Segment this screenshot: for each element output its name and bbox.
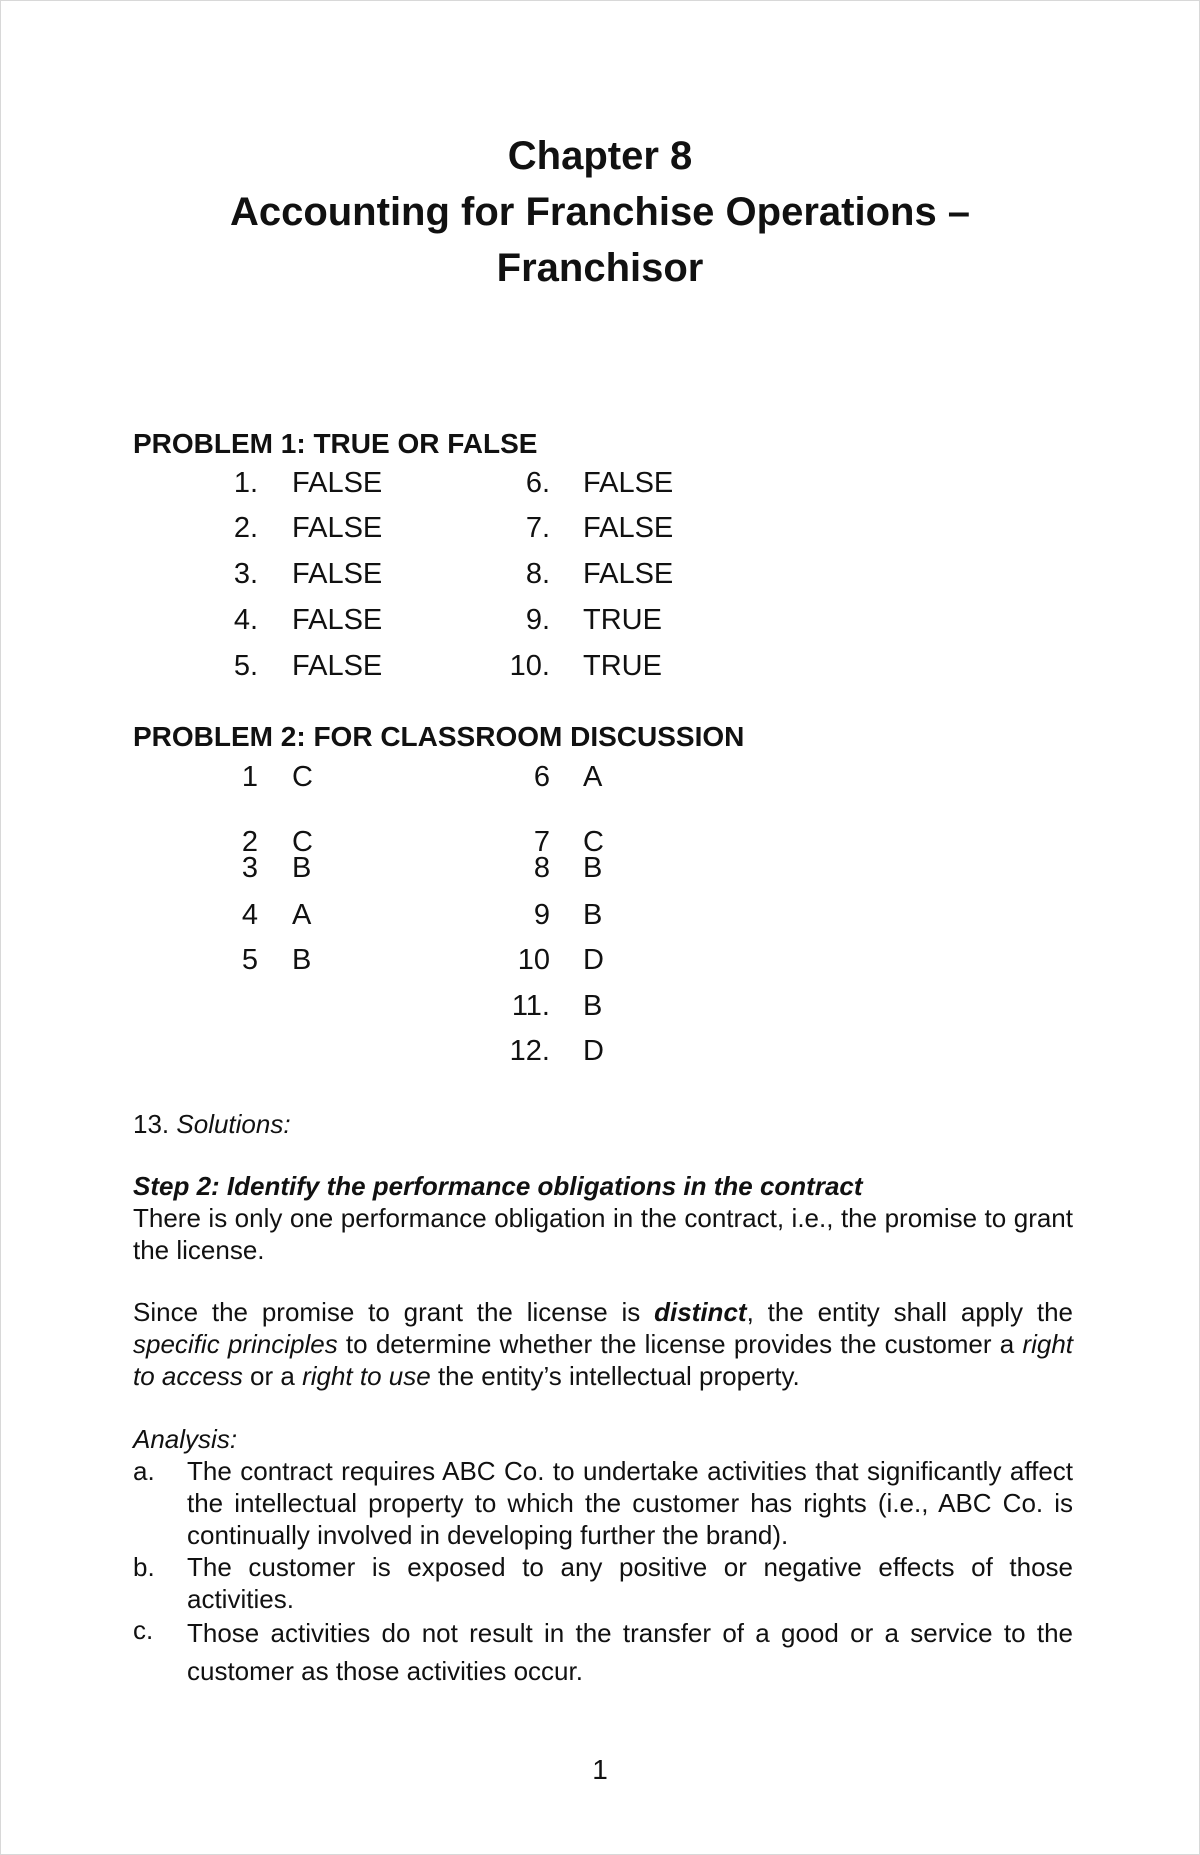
emphasis-distinct: distinct <box>654 1297 747 1327</box>
answer-value: FALSE <box>583 558 674 590</box>
step-heading: Step 2: Identify the performance obligations in the contract <box>133 1171 863 1201</box>
answer-value: A <box>292 899 312 931</box>
answer-number: 1 <box>241 761 258 793</box>
answer-value: D <box>583 944 604 976</box>
answer-number: 4 <box>241 899 258 931</box>
answer-value: FALSE <box>292 604 383 636</box>
answer-value: B <box>292 944 312 976</box>
answer-number: 7. <box>525 512 550 544</box>
chapter-title-line-1: Accounting for Franchise Operations – <box>229 190 971 234</box>
answer-value: B <box>583 990 603 1022</box>
answer-value: B <box>292 852 312 884</box>
answer-number: 8 <box>533 852 550 884</box>
text-run: or a <box>242 1361 303 1391</box>
text-run: Since the promise to grant the license is <box>133 1297 655 1327</box>
answer-value: C <box>292 826 313 858</box>
emphasis-right-to-use: right to use <box>302 1361 431 1391</box>
answer-value: D <box>583 1035 604 1067</box>
emphasis-right-to-access: right to access <box>133 1329 1073 1391</box>
solutions-text: Solutions: <box>176 1109 291 1139</box>
solutions-label <box>133 1108 1073 1140</box>
analysis-item-letter: b. <box>133 1552 155 1582</box>
answer-value: FALSE <box>292 512 383 544</box>
answer-value: TRUE <box>583 604 662 636</box>
answer-number: 12. <box>509 1035 550 1067</box>
answer-number: 4. <box>233 604 258 636</box>
answer-number: 5. <box>233 650 258 682</box>
answer-number: 1. <box>233 467 258 499</box>
answer-number: 11. <box>511 990 550 1022</box>
answer-value: FALSE <box>292 650 383 682</box>
answer-value: FALSE <box>292 467 383 499</box>
chapter-title-line-2: Franchisor <box>496 246 704 290</box>
answer-number: 6 <box>533 761 550 793</box>
answer-number: 10 <box>517 944 550 976</box>
answer-number: 2 <box>241 826 258 858</box>
principles-paragraph <box>133 1296 1073 1392</box>
answer-number: 9. <box>525 604 550 636</box>
solutions-number: 13. <box>133 1109 170 1139</box>
answer-value: A <box>583 761 603 793</box>
step-text: There is only one performance obligation in the contract, i.e., the promise to grant the license. <box>133 1203 1073 1265</box>
answer-number: 6. <box>525 467 550 499</box>
text-run: to determine whether the license provides the customer a <box>337 1329 1023 1359</box>
text-run: the entity’s intellectual property. <box>430 1361 800 1391</box>
analysis-label: Analysis: <box>133 1424 238 1454</box>
analysis-item-text: Those activities do not result in the transfer of a good or a service to the customer as those activities occur. <box>187 1618 1073 1686</box>
page-number: 1 <box>592 1754 608 1785</box>
answer-number: 8. <box>525 558 550 590</box>
analysis-item-text: The customer is exposed to any positive or negative effects of those activities. <box>187 1552 1073 1614</box>
answer-number: 3 <box>241 852 258 884</box>
answer-value: TRUE <box>583 650 662 682</box>
answer-value: C <box>292 761 313 793</box>
answer-value: FALSE <box>292 558 383 590</box>
answer-value: C <box>583 826 604 858</box>
problem-2-heading: PROBLEM 2: FOR CLASSROOM DISCUSSION <box>133 721 745 752</box>
answer-number: 7 <box>533 826 550 858</box>
answer-value: FALSE <box>583 512 674 544</box>
chapter-title <box>0 128 1200 296</box>
answer-number: 5 <box>241 944 258 976</box>
chapter-number: Chapter 8 <box>507 134 693 178</box>
answer-value: B <box>583 852 603 884</box>
emphasis-specific-principles: specific principles <box>133 1329 338 1359</box>
analysis-item-letter: c. <box>133 1615 154 1645</box>
answer-value: FALSE <box>583 467 674 499</box>
answer-value: B <box>583 899 603 931</box>
answer-number: 3. <box>233 558 258 590</box>
analysis-item-text: The contract requires ABC Co. to undertake activities that significantly affect the intellectual property to which the customer has rights (i.e., ABC Co. is continually involved in developing further the brand). <box>187 1456 1073 1550</box>
answer-number: 2. <box>233 512 258 544</box>
text-run: , the entity shall apply the <box>746 1297 1073 1327</box>
problem-1-heading: PROBLEM 1: TRUE OR FALSE <box>133 428 538 459</box>
analysis-item-letter: a. <box>133 1456 155 1486</box>
answer-number: 9 <box>533 899 550 931</box>
answer-number: 10. <box>509 650 550 682</box>
